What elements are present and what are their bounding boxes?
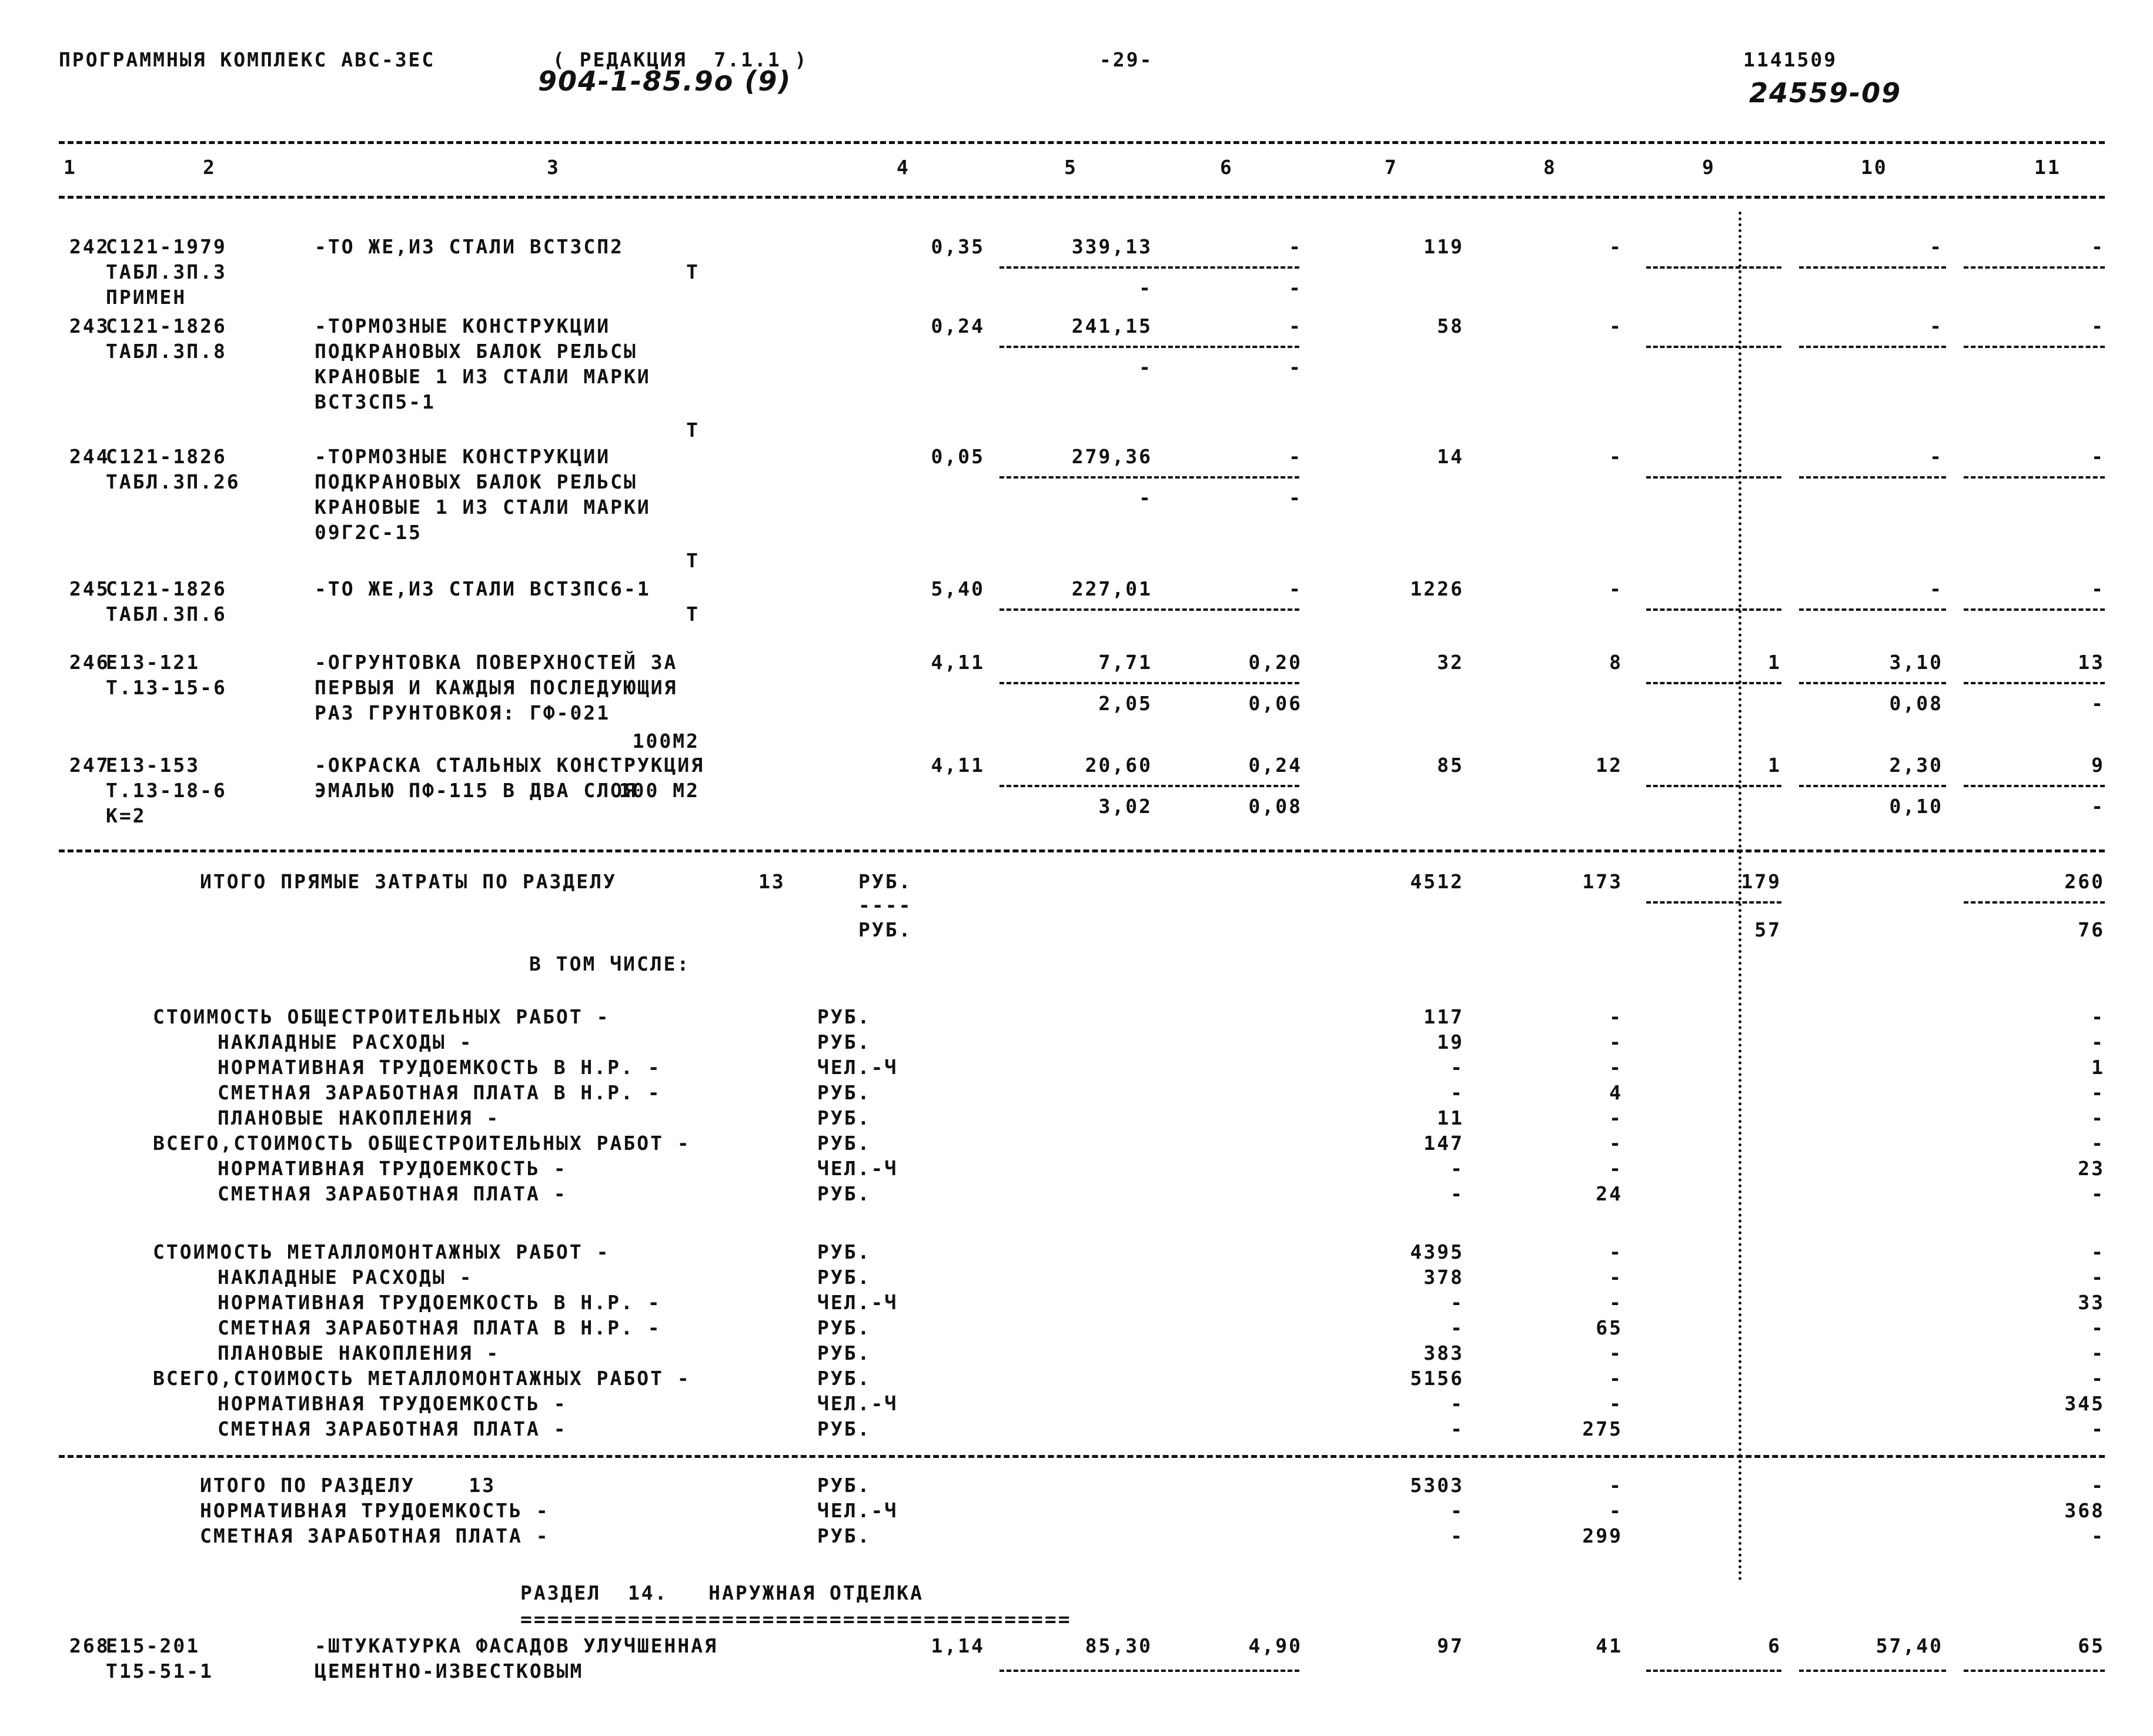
row-code: Т.13-15-6: [106, 676, 227, 699]
itogo-section-col8: -: [1609, 1499, 1623, 1522]
row-quantity: 5,40: [931, 577, 985, 600]
row-col8: -: [1609, 445, 1623, 468]
row-code: Е13-121: [106, 651, 200, 674]
summary-col11: -: [2091, 1031, 2105, 1053]
row-number: 243: [69, 315, 110, 337]
cell-underline: [1964, 266, 2105, 269]
cell-underline: [1964, 682, 2105, 684]
row-quantity: 4,11: [931, 651, 985, 674]
itogo-section-col7: 5303: [1410, 1474, 1464, 1497]
row-total: 1226: [1410, 577, 1464, 600]
cell-underline: [1799, 1670, 1946, 1672]
column-9-dotted-rule: [1739, 212, 1741, 1581]
summary-label: СТОИМОСТЬ МЕТАЛЛОМОНТАЖНЫХ РАБОТ -: [153, 1240, 610, 1263]
row-description: -ТОРМОЗНЫЕ КОНСТРУКЦИИ: [315, 445, 611, 468]
summary-col11: -: [2091, 1182, 2105, 1205]
summary-unit: ЧЕЛ.-Ч: [817, 1392, 898, 1415]
row-description: ЦЕМЕНТНО-ИЗВЕСТКОВЫМ: [315, 1660, 584, 1683]
cell-underline: [1799, 785, 1946, 787]
cell-underline: [1646, 476, 1781, 479]
row-col10: -: [1930, 577, 1943, 600]
cell-underline: [1646, 346, 1781, 348]
row-code: ТАБЛ.3П.26: [106, 470, 240, 493]
summary-label: ВСЕГО,СТОИМОСТЬ ОБЩЕСТРОИТЕЛЬНЫХ РАБОТ -: [153, 1132, 691, 1155]
row-col10: 57,40: [1875, 1634, 1943, 1657]
row-description: -ТО ЖЕ,ИЗ СТАЛИ ВСТ3СП2: [315, 235, 624, 258]
summary-unit: РУБ.: [817, 1005, 871, 1028]
row-col6-2: 0,08: [1248, 795, 1302, 818]
row-unit-price-2: 2,05: [1098, 692, 1152, 715]
summary-col11: 33: [2078, 1291, 2105, 1314]
row-unit: Т: [686, 419, 700, 441]
header-top-line: [59, 141, 2105, 144]
column-number: 9: [1702, 156, 1716, 179]
row-col6: 0,24: [1248, 754, 1302, 777]
itogo-direct-col9-2: 57: [1754, 918, 1781, 941]
row-number: 246: [69, 651, 110, 674]
row-quantity: 0,05: [931, 445, 985, 468]
itogo-direct-col9: 179: [1741, 870, 1781, 893]
row-total: 14: [1437, 445, 1464, 468]
cell-underline: [1964, 1670, 2105, 1672]
row-col9: 6: [1768, 1634, 1781, 1657]
itogo-direct-col11: 260: [2064, 870, 2105, 893]
summary-unit: ЧЕЛ.-Ч: [817, 1157, 898, 1180]
cell-underline: [1964, 608, 2105, 611]
summary-unit: РУБ.: [817, 1417, 871, 1440]
row-code: ТАБЛ.3П.6: [106, 603, 227, 626]
row-unit-price-2: -: [1139, 276, 1152, 299]
itogo-direct-unit: РУБ.: [858, 870, 912, 893]
summary-label: НАКЛАДНЫЕ РАСХОДЫ -: [218, 1266, 473, 1289]
summary-label: ВСЕГО,СТОИМОСТЬ МЕТАЛЛОМОНТАЖНЫХ РАБОТ -: [153, 1367, 691, 1390]
row-unit-price: 241,15: [1071, 315, 1152, 337]
summary-col8: -: [1609, 1056, 1623, 1079]
doc-number: 1141509: [1743, 48, 1838, 71]
row-description: КРАНОВЫЕ 1 ИЗ СТАЛИ МАРКИ: [315, 496, 651, 519]
summary-label: НОРМАТИВНАЯ ТРУДОЕМКОСТЬ В Н.Р. -: [218, 1056, 661, 1079]
column-number: 7: [1385, 156, 1398, 179]
summary-col7: 5156: [1410, 1367, 1464, 1390]
row-col8: -: [1609, 577, 1623, 600]
row-total: 85: [1437, 754, 1464, 777]
row-code: Т15-51-1: [106, 1660, 213, 1683]
row-total: 119: [1423, 235, 1464, 258]
summary-col11: -: [2091, 1342, 2105, 1364]
row-number: 242: [69, 235, 110, 258]
summary-col8: 275: [1582, 1417, 1623, 1440]
row-col6-2: -: [1289, 486, 1302, 509]
row-description: -ШТУКАТУРКА ФАСАДОВ УЛУЧШЕННАЯ: [315, 1634, 718, 1657]
summary-col7: -: [1450, 1392, 1464, 1415]
row-col6: -: [1289, 235, 1302, 258]
itogo-direct-col8: 173: [1582, 870, 1623, 893]
cell-underline: [999, 682, 1299, 684]
row-code: С121-1979: [106, 235, 227, 258]
row-unit: 100М2: [632, 730, 700, 752]
row-col10: -: [1930, 315, 1943, 337]
itogo-section-col11: -: [2091, 1524, 2105, 1547]
row-code: Е13-153: [106, 754, 200, 777]
cell-underline: [999, 608, 1299, 611]
cell-underline: [1964, 901, 2105, 904]
cell-underline: [1799, 346, 1946, 348]
row-col10: -: [1930, 445, 1943, 468]
column-number: 2: [203, 156, 216, 179]
row-unit: 100 М2: [619, 779, 700, 802]
summary-col8: -: [1609, 1367, 1623, 1390]
summary-unit: РУБ.: [817, 1106, 871, 1129]
summary-label: НАКЛАДНЫЕ РАСХОДЫ -: [218, 1031, 473, 1053]
header-bottom-line: [59, 196, 2105, 199]
row-unit: Т: [686, 260, 700, 283]
cell-underline: [1799, 608, 1946, 611]
summary-col7: -: [1450, 1182, 1464, 1205]
column-number: 3: [547, 156, 560, 179]
row-unit-price: 85,30: [1085, 1634, 1152, 1657]
summary-col8: 4: [1609, 1081, 1623, 1104]
summary-unit: РУБ.: [817, 1240, 871, 1263]
row-quantity: 0,24: [931, 315, 985, 337]
row-code: С121-1826: [106, 445, 227, 468]
cell-underline: [1646, 901, 1781, 904]
column-number: 4: [897, 156, 910, 179]
row-col9: 1: [1768, 651, 1781, 674]
summary-col8: -: [1609, 1342, 1623, 1364]
row-total: 97: [1437, 1634, 1464, 1657]
summary-col11: -: [2091, 1266, 2105, 1289]
summary-col8: -: [1609, 1291, 1623, 1314]
summary-col7: -: [1450, 1056, 1464, 1079]
row-unit-price: 227,01: [1071, 577, 1152, 600]
column-number: 10: [1861, 156, 1888, 179]
itogo-section-unit: РУБ.: [817, 1474, 871, 1497]
row-description: -ОКРАСКА СТАЛЬНЫХ КОНСТРУКЦИЯ: [315, 754, 705, 777]
row-code: С121-1826: [106, 315, 227, 337]
row-unit-price: 7,71: [1098, 651, 1152, 674]
row-col6-2: 0,06: [1248, 692, 1302, 715]
row-number: 245: [69, 577, 110, 600]
summary-col8: 65: [1596, 1316, 1623, 1339]
summary-col11: -: [2091, 1240, 2105, 1263]
cell-underline: [1964, 785, 2105, 787]
row-description: -ТО ЖЕ,ИЗ СТАЛИ ВСТ3ПС6-1: [315, 577, 651, 600]
row-col11: 65: [2078, 1634, 2105, 1657]
page-number: -29-: [1099, 48, 1154, 71]
summary-col8: -: [1609, 1392, 1623, 1415]
cell-underline: [999, 785, 1299, 787]
summary-unit: ЧЕЛ.-Ч: [817, 1056, 898, 1079]
summary-col7: 117: [1423, 1005, 1464, 1028]
section-14-underline: =========================================: [520, 1608, 1072, 1631]
row-col6: -: [1289, 315, 1302, 337]
summary-col8: -: [1609, 1266, 1623, 1289]
row-col10: 2,30: [1889, 754, 1943, 777]
itogo-direct-unit-2: РУБ.: [858, 918, 912, 941]
row-col11-2: -: [2091, 692, 2105, 715]
row-description: -ОГРУНТОВКА ПОВЕРХНОСТЕЙ ЗА: [315, 651, 678, 674]
summary-col11: -: [2091, 1081, 2105, 1104]
summary-col7: 4395: [1410, 1240, 1464, 1263]
summary-col11: -: [2091, 1316, 2105, 1339]
summary-col11: 23: [2078, 1157, 2105, 1180]
summary-col7: -: [1450, 1316, 1464, 1339]
cell-underline: [1646, 785, 1781, 787]
cell-underline: [1646, 608, 1781, 611]
summary-label: СМЕТНАЯ ЗАРАБОТНАЯ ПЛАТА В Н.Р. -: [218, 1081, 661, 1104]
cell-underline: [1964, 346, 2105, 348]
row-unit-price-2: 3,02: [1098, 795, 1152, 818]
itogo-direct-section: 13: [758, 870, 785, 893]
summary-col7: -: [1450, 1157, 1464, 1180]
handwritten-number: 24559-09: [1749, 77, 1902, 109]
row-quantity: 0,35: [931, 235, 985, 258]
edition-label: ( РЕДАКЦИЯ 7.1.1 ): [553, 48, 808, 71]
itogo-section-label: НОРМАТИВНАЯ ТРУДОЕМКОСТЬ -: [200, 1499, 550, 1522]
itogo-section-col7: -: [1450, 1499, 1464, 1522]
summary-col11: -: [2091, 1132, 2105, 1155]
summary-unit: РУБ.: [817, 1316, 871, 1339]
summary-label: СМЕТНАЯ ЗАРАБОТНАЯ ПЛАТА -: [218, 1417, 567, 1440]
row-total: 58: [1437, 315, 1464, 337]
summary-col11: -: [2091, 1106, 2105, 1129]
summary-col7: 383: [1423, 1342, 1464, 1364]
itogo-section-label: ИТОГО ПО РАЗДЕЛУ 13: [200, 1474, 496, 1497]
cell-underline: [1799, 682, 1946, 684]
summary-label: СМЕТНАЯ ЗАРАБОТНАЯ ПЛАТА -: [218, 1182, 567, 1205]
row-unit-price: 339,13: [1071, 235, 1152, 258]
handwritten-code: 904-1-85.9о (9): [538, 65, 792, 97]
summary-unit: РУБ.: [817, 1031, 871, 1053]
summary-col7: 378: [1423, 1266, 1464, 1289]
summary-col8: -: [1609, 1157, 1623, 1180]
row-code: Е15-201: [106, 1634, 200, 1657]
cell-underline: [1799, 266, 1946, 269]
row-code: ТАБЛ.3П.3: [106, 260, 227, 283]
summary-label: ПЛАНОВЫЕ НАКОПЛЕНИЯ -: [218, 1106, 500, 1129]
summary-col7: -: [1450, 1081, 1464, 1104]
summary-col11: -: [2091, 1005, 2105, 1028]
row-col11: 13: [2078, 651, 2105, 674]
row-quantity: 1,14: [931, 1634, 985, 1657]
row-col8: 41: [1596, 1634, 1623, 1657]
row-description: -ТОРМОЗНЫЕ КОНСТРУКЦИИ: [315, 315, 611, 337]
summary-col11: 1: [2091, 1056, 2105, 1079]
row-description: ПОДКРАНОВЫХ БАЛОК РЕЛЬСЫ: [315, 340, 637, 363]
row-unit-price: 279,36: [1071, 445, 1152, 468]
row-unit-price: 20,60: [1085, 754, 1152, 777]
itogo-direct-unit-dashes: ----: [858, 894, 912, 916]
row-col6: -: [1289, 577, 1302, 600]
row-col10-2: 0,08: [1889, 692, 1943, 715]
cell-underline: [1799, 476, 1946, 479]
summary-unit: РУБ.: [817, 1132, 871, 1155]
summary-label: СТОИМОСТЬ ОБЩЕСТРОИТЕЛЬНЫХ РАБОТ -: [153, 1005, 610, 1028]
summary-col11: 345: [2064, 1392, 2105, 1415]
row-col11: 9: [2091, 754, 2105, 777]
itogo-direct-label: ИТОГО ПРЯМЫЕ ЗАТРАТЫ ПО РАЗДЕЛУ: [200, 870, 617, 893]
cell-underline: [1646, 682, 1781, 684]
cell-underline: [999, 266, 1299, 269]
summary-col8: -: [1609, 1106, 1623, 1129]
row-col11: -: [2091, 235, 2105, 258]
row-code: К=2: [106, 804, 146, 827]
section-14-title: РАЗДЕЛ 14. НАРУЖНАЯ ОТДЕЛКА: [520, 1581, 924, 1604]
row-total: 32: [1437, 651, 1464, 674]
summary-col8: -: [1609, 1005, 1623, 1028]
row-number: 268: [69, 1634, 110, 1657]
row-col11: -: [2091, 577, 2105, 600]
summary-label: НОРМАТИВНАЯ ТРУДОЕМКОСТЬ -: [218, 1392, 567, 1415]
itogo-section-unit: ЧЕЛ.-Ч: [817, 1499, 898, 1522]
row-description: ЭМАЛЬЮ ПФ-115 В ДВА СЛОЯ: [315, 779, 637, 802]
row-col6: 0,20: [1248, 651, 1302, 674]
row-col6-2: -: [1289, 276, 1302, 299]
summary-unit: РУБ.: [817, 1367, 871, 1390]
summary-col8: -: [1609, 1132, 1623, 1155]
row-unit: Т: [686, 603, 700, 626]
summary-label: НОРМАТИВНАЯ ТРУДОЕМКОСТЬ -: [218, 1157, 567, 1180]
summary-col8: -: [1609, 1240, 1623, 1263]
column-number: 8: [1543, 156, 1557, 179]
row-quantity: 4,11: [931, 754, 985, 777]
row-col11: -: [2091, 445, 2105, 468]
row-col6-2: -: [1289, 356, 1302, 379]
row-number: 244: [69, 445, 110, 468]
row-description: ВСТ3СП5-1: [315, 390, 436, 413]
summary-label: НОРМАТИВНАЯ ТРУДОЕМКОСТЬ В Н.Р. -: [218, 1291, 661, 1314]
row-code: Т.13-18-6: [106, 779, 227, 802]
summary-unit: РУБ.: [817, 1342, 871, 1364]
summary-label: СМЕТНАЯ ЗАРАБОТНАЯ ПЛАТА В Н.Р. -: [218, 1316, 661, 1339]
itogo-direct-col7: 4512: [1410, 870, 1464, 893]
row-code: ТАБЛ.3П.8: [106, 340, 227, 363]
summary-unit: РУБ.: [817, 1266, 871, 1289]
row-code: С121-1826: [106, 577, 227, 600]
itogo-direct-col11-2: 76: [2078, 918, 2105, 941]
row-description: КРАНОВЫЕ 1 ИЗ СТАЛИ МАРКИ: [315, 365, 651, 388]
itogo-section-col11: -: [2091, 1474, 2105, 1497]
summary-col7: 19: [1437, 1031, 1464, 1053]
row-col10: 3,10: [1889, 651, 1943, 674]
summary-unit: РУБ.: [817, 1182, 871, 1205]
row-col8: -: [1609, 235, 1623, 258]
column-number: 5: [1064, 156, 1078, 179]
itogo-section-col11: 368: [2064, 1499, 2105, 1522]
in-that-number-label: В ТОМ ЧИСЛЕ:: [529, 952, 691, 975]
itogo-section-col7: -: [1450, 1524, 1464, 1547]
itogo-section-label: СМЕТНАЯ ЗАРАБОТНАЯ ПЛАТА -: [200, 1524, 550, 1547]
row-col9: 1: [1768, 754, 1781, 777]
summary-col7: -: [1450, 1417, 1464, 1440]
program-title: ПРОГРАММНЫЯ КОМПЛЕКС АВС-3ЕС: [59, 48, 436, 71]
summary-unit: РУБ.: [817, 1081, 871, 1104]
row-col8: 8: [1609, 651, 1623, 674]
column-number: 1: [63, 156, 77, 179]
column-number: 11: [2034, 156, 2061, 179]
row-description: РАЗ ГРУНТОВКОЯ: ГФ-021: [315, 701, 611, 724]
row-col10-2: 0,10: [1889, 795, 1943, 818]
summary-col7: -: [1450, 1291, 1464, 1314]
cell-underline: [999, 1670, 1299, 1672]
row-col11: -: [2091, 315, 2105, 337]
table-separator: [59, 849, 2105, 852]
row-code: ПРИМЕН: [106, 286, 187, 309]
summary-unit: ЧЕЛ.-Ч: [817, 1291, 898, 1314]
column-number: 6: [1220, 156, 1233, 179]
summary-col8: -: [1609, 1031, 1623, 1053]
cell-underline: [999, 476, 1299, 479]
row-unit-price-2: -: [1139, 356, 1152, 379]
itogo-section-col8: 299: [1582, 1524, 1623, 1547]
itogo-section-unit: РУБ.: [817, 1524, 871, 1547]
row-col11-2: -: [2091, 795, 2105, 818]
cell-underline: [999, 346, 1299, 348]
summary-col7: 11: [1437, 1106, 1464, 1129]
summary-col7: 147: [1423, 1132, 1464, 1155]
summary-col11: -: [2091, 1367, 2105, 1390]
row-col8: -: [1609, 315, 1623, 337]
row-number: 247: [69, 754, 110, 777]
row-description: 09Г2С-15: [315, 521, 422, 544]
row-unit-price-2: -: [1139, 486, 1152, 509]
row-col6: 4,90: [1248, 1634, 1302, 1657]
itogo-section-col8: -: [1609, 1474, 1623, 1497]
cell-underline: [1646, 266, 1781, 269]
summary-label: ПЛАНОВЫЕ НАКОПЛЕНИЯ -: [218, 1342, 500, 1364]
cell-underline: [1646, 1670, 1781, 1672]
row-col6: -: [1289, 445, 1302, 468]
row-col8: 12: [1596, 754, 1623, 777]
cell-underline: [1964, 476, 2105, 479]
summary-separator: [59, 1455, 2105, 1458]
row-description: ПЕРВЫЯ И КАЖДЫЯ ПОСЛЕДУЮЩИЯ: [315, 676, 678, 699]
row-unit: Т: [686, 549, 700, 572]
summary-col8: 24: [1596, 1182, 1623, 1205]
summary-col11: -: [2091, 1417, 2105, 1440]
row-description: ПОДКРАНОВЫХ БАЛОК РЕЛЬСЫ: [315, 470, 637, 493]
row-col10: -: [1930, 235, 1943, 258]
